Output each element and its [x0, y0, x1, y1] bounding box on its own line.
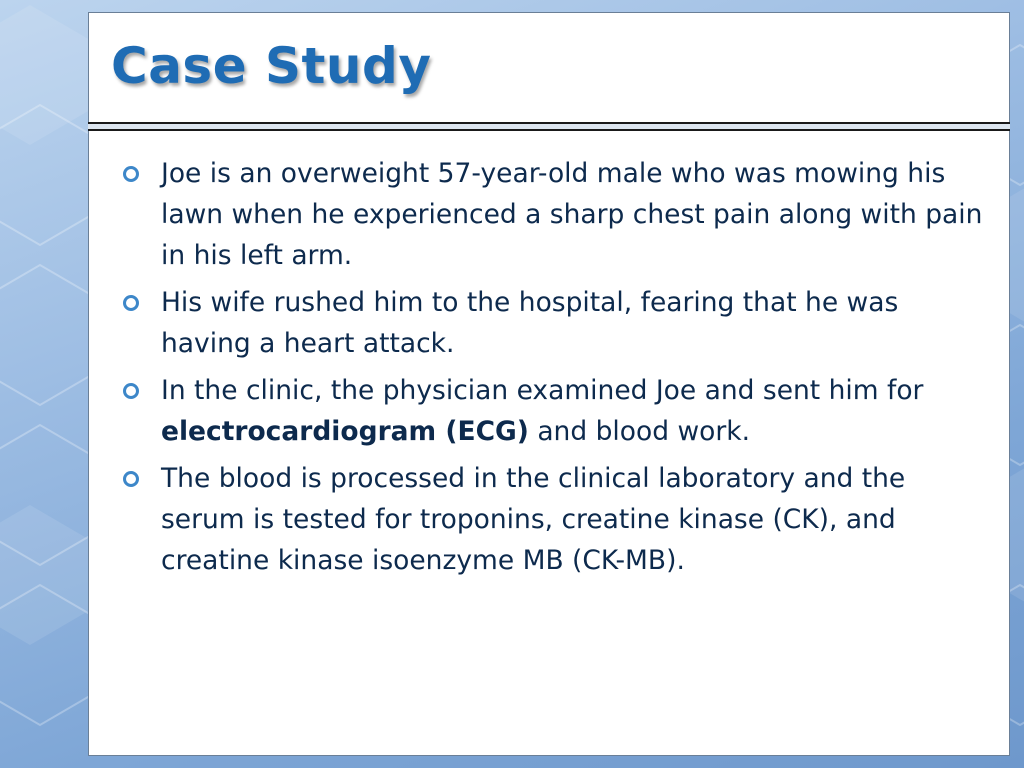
bullet-bold-term: electrocardiogram (ECG) [161, 416, 529, 447]
bullet-item [123, 153, 983, 276]
bullet-text: His wife rushed him to the hospital, fearing that he was having a heart attack. [161, 287, 899, 359]
title-area [89, 13, 1009, 123]
ring-bullet-icon [123, 471, 139, 487]
bullet-list [123, 153, 983, 587]
ring-bullet-icon [123, 295, 139, 311]
bullet-text-lead: In the clinic, the physician examined Joe and sent him for [161, 375, 924, 406]
bullet-item [123, 370, 983, 452]
title-divider [88, 122, 1010, 131]
bullet-item [123, 282, 983, 364]
slide-title: Case Study [111, 37, 432, 95]
ring-bullet-icon [123, 166, 139, 182]
bullet-text-tail: and blood work. [528, 416, 750, 447]
bullet-item [123, 458, 983, 581]
bullet-text: Joe is an overweight 57-year-old male who was mowing his lawn when he experienced a sharp chest pain along with pain in his left arm. [161, 158, 983, 271]
ring-bullet-icon [123, 383, 139, 399]
slide-content-panel [88, 12, 1010, 756]
bullet-text: The blood is processed in the clinical laboratory and the serum is tested for troponins, creatine kinase (CK), and creatine kinase isoenzyme MB (CK-MB). [161, 463, 906, 576]
